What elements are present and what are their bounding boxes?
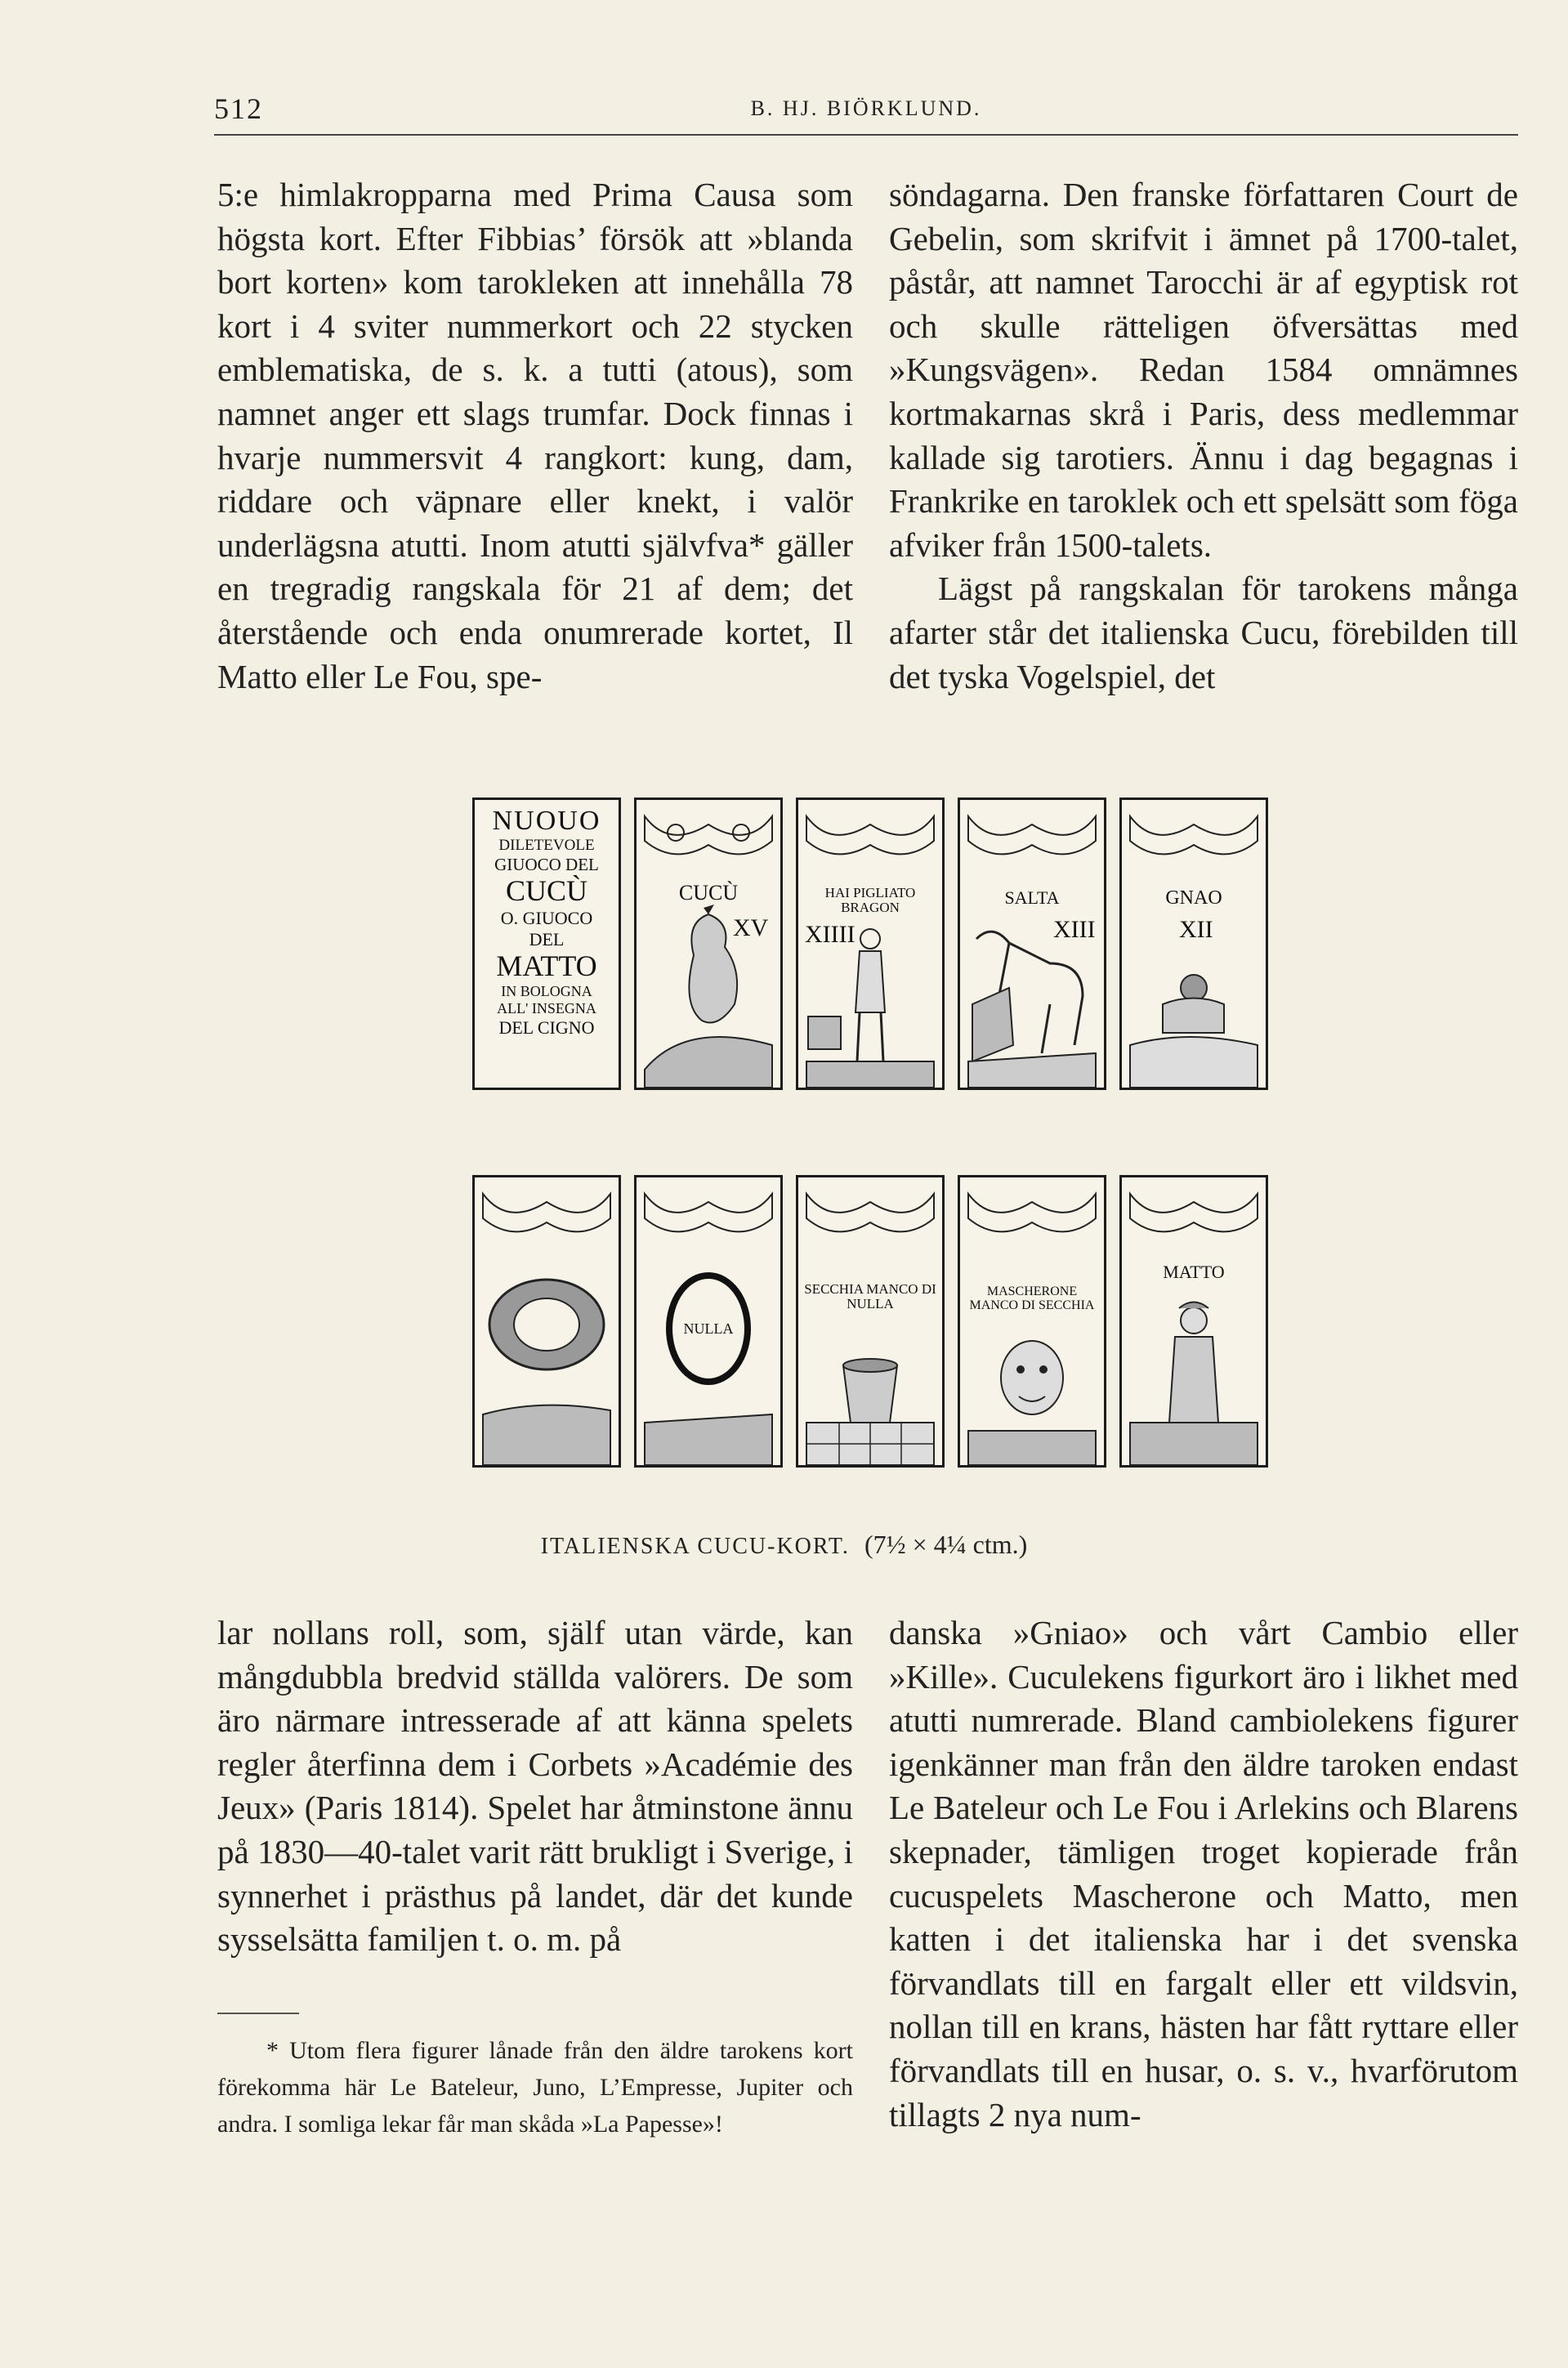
title-card-line: NUOUO — [492, 806, 601, 836]
card-label: SALTA — [1004, 887, 1060, 908]
top-right-column — [889, 173, 1518, 699]
card-secchia — [796, 1175, 945, 1468]
card-matto — [1119, 1175, 1268, 1468]
bottom-right-paragraph: danska »Gniao» och vårt Cambio eller »Kille». Cuculekens figurkort äro i likhet med atutti numrerade. Bland cambiolekens figurer igenkänner man från den äldre taroken endast Le Bateleur och Le Fou i Arlekins och Blarens skepnader, tämligen troget kopierade från cucuspelets Mascherone och Matto, men katten i det italienska har i det svenska förvandlats till en fargalt eller ett vildsvin, nollan till en krans, hästen har fått ryttare eller förvandlats till en husar, o. s. v., hvarförutom tillagts 2 nya num- — [889, 1614, 1518, 2133]
card-row-2 — [472, 1175, 1412, 1469]
top-right-paragraph-2: Lägst på rangskalan för tarokens många afarter står det italienska Cucu, förebilden till det tyska Vogelspiel, det — [889, 570, 1518, 695]
card-nulla — [634, 1175, 783, 1468]
footnote-divider — [217, 2013, 299, 2014]
bottom-left-column — [217, 1611, 853, 1962]
card-label: MASCHERONE MANCO DI SECCHIA — [969, 1285, 1095, 1312]
title-card — [472, 798, 621, 1090]
card-gnao — [1119, 798, 1268, 1090]
card-mascherone — [958, 1175, 1106, 1468]
matto-illustration — [1122, 1177, 1266, 1465]
mascherone-illustration — [960, 1177, 1104, 1465]
card-numeral: XIII — [1053, 916, 1096, 943]
footnote-text: * Utom flera figurer lånade från den äldre tarokens kort förekomma här Le Bateleur, Juno, L’Empresse, Jupiter och andra. I somliga lekar får man skåda »La Papesse»! — [217, 2037, 853, 2138]
card-label: HAI PIGLIATO BRAGON — [824, 885, 916, 915]
cucu-illustration — [637, 800, 780, 1088]
title-card-line: CUCÙ — [505, 874, 588, 908]
bottom-right-column — [889, 1611, 1518, 2137]
running-header — [214, 92, 1518, 136]
title-card-line: ALL' INSEGNA — [497, 1000, 596, 1017]
footnote — [217, 2032, 853, 2142]
gnao-illustration — [1122, 800, 1266, 1088]
title-card-line: O. GIUOCO — [500, 908, 593, 929]
card-numeral: XII — [1179, 916, 1213, 943]
top-left-paragraph: 5:e himlakropparna med Prima Causa som högsta kort. Efter Fibbias’ försök att »blanda bort korten» kom tarokleken att innehålla 78 kort i 4 sviter nummerkort och 22 stycken emblematiska, de s. k. a tutti (atous), som namnet anger ett slags trumfar. Dock finnas i hvarje nummersvit 4 rangkort: kung, dam, riddare och väpnare eller knekt, i valör underlägsna atutti. Inom atutti självfva* gäller en tregradig rangskala för 21 af dem; det återstående och enda onumrerade kortet, Il Matto eller Le Fou, spe- — [217, 176, 853, 695]
title-card-line: IN BOLOGNA — [501, 983, 592, 1000]
card-label: SECCHIA MANCO DI NULLA — [804, 1281, 936, 1311]
page-number: 512 — [214, 92, 263, 125]
caption-dimensions: (7½ × 4¼ ctm.) — [864, 1530, 1028, 1559]
secchia-illustration — [798, 1177, 942, 1465]
card-numeral: XV — [733, 914, 769, 941]
title-card-line: DEL CIGNO — [498, 1016, 595, 1038]
bottom-left-paragraph: lar nollans roll, som, själf utan värde, kan mångdubbla bredvid ställda valörers. De som äro närmare intresserade af att känna spelets regler återfinna dem i Corbets »Académie des Jeux» (Paris 1814). Spelet har åtminstone ännu på 1830—40-talet varit rätt brukligt i Sverige, i synnerhet i prästhus på landet, där det kunde sysselsätta familjen t. o. m. på — [217, 1614, 853, 1959]
title-card-line: DEL — [529, 928, 565, 949]
top-right-paragraph-1: söndagarna. Den franske författaren Court de Gebelin, som skrifvit i ämnet på 1700-talet, påstår, att namnet Tarocchi är af egyptisk rot och skulle rätteligen öfversättas med »Kungsvägen». Redan 1584 omnämnes kortmakarnas skrå i Paris, dess medlemmar kallade sig tarotiers. Ännu i dag begagnas i Frankrike en taroklek och ett spelsätt som föga afviker från 1500-talets. — [889, 176, 1518, 564]
blank-card-illustration — [475, 1177, 619, 1465]
card-label: NULLA — [683, 1320, 734, 1337]
card-bragon — [796, 798, 945, 1090]
title-card-line: DILETEVOLE — [498, 837, 595, 855]
figure-caption — [0, 1530, 1568, 1560]
card-blank — [472, 1175, 621, 1468]
card-cucu — [634, 798, 783, 1090]
top-left-column — [217, 173, 853, 699]
card-label: MATTO — [1163, 1262, 1225, 1282]
title-card-line: MATTO — [496, 949, 597, 983]
card-label: GNAO — [1165, 887, 1222, 909]
salta-illustration — [960, 800, 1104, 1088]
running-title: B. HJ. BIÖRKLUND. — [750, 96, 982, 120]
card-row-1 — [472, 798, 1412, 1092]
card-salta — [958, 798, 1106, 1090]
title-card-line: GIUOCO DEL — [494, 854, 599, 874]
caption-title: ITALIENSKA CUCU-KORT. — [540, 1534, 850, 1559]
card-label: CUCÙ — [678, 881, 739, 905]
card-numeral: XIIII — [805, 921, 855, 948]
